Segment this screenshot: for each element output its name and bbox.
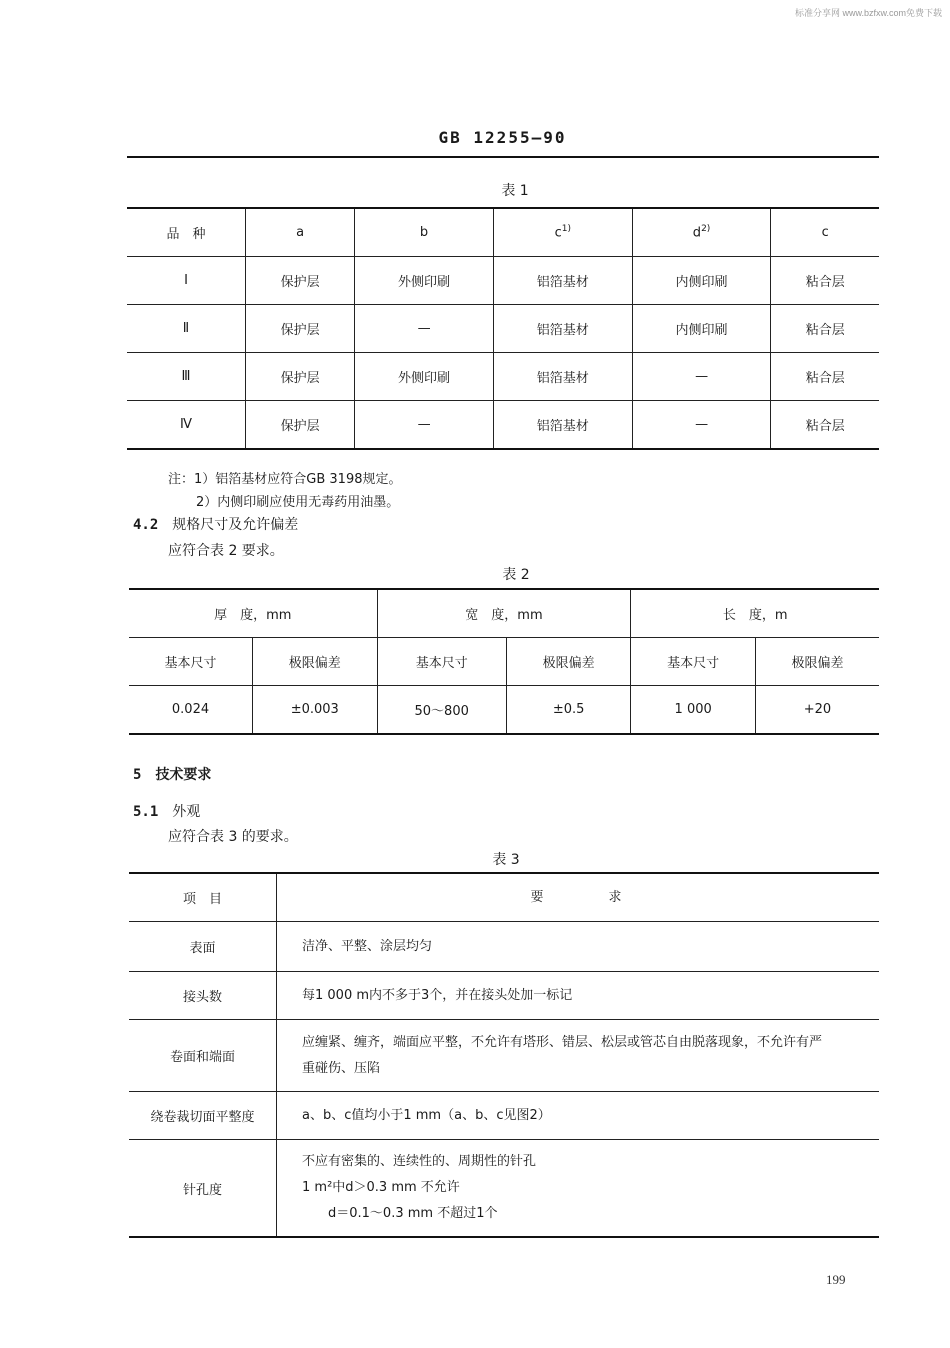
table-cell: 50～800 bbox=[377, 686, 506, 735]
table-cell: — bbox=[355, 305, 494, 353]
subheader-cell: 极限偏差 bbox=[253, 638, 378, 686]
header-c bbox=[493, 208, 632, 257]
table-subheader-row bbox=[129, 638, 879, 686]
footnote-mark-1: 1) bbox=[561, 224, 572, 235]
table-row bbox=[129, 972, 879, 1020]
requirement-line: 应缠紧、缠齐，端面应平整，不允许有塔形、错层、松层或管芯自由脱落现象，不允许有严 bbox=[302, 1034, 823, 1050]
table-cell: 外侧印刷 bbox=[355, 353, 494, 401]
table-cell: ±0.5 bbox=[506, 686, 631, 735]
table-row bbox=[127, 401, 879, 450]
table-cell: 1 000 bbox=[631, 686, 756, 735]
header-item: 项 目 bbox=[129, 873, 277, 922]
header-c-label: c bbox=[554, 225, 562, 241]
table-cell: Ⅰ bbox=[127, 257, 246, 305]
table-cell: 铝箔基材 bbox=[493, 401, 632, 450]
watermark: 标准分享网 www.bzfxw.com免费下载 bbox=[794, 8, 942, 18]
table1-caption: 表 1 bbox=[501, 183, 529, 199]
header-rule bbox=[127, 156, 879, 158]
table-row bbox=[127, 353, 879, 401]
row-label: 卷面和端面 bbox=[129, 1020, 277, 1092]
table-cell: 保护层 bbox=[246, 401, 355, 450]
header-thickness: 厚 度，mm bbox=[214, 608, 292, 623]
table-cell: +20 bbox=[755, 686, 879, 735]
table-cell: 粘合层 bbox=[771, 257, 879, 305]
table-cell: 外侧印刷 bbox=[355, 257, 494, 305]
table-1 bbox=[127, 207, 879, 450]
row-requirement bbox=[277, 1020, 880, 1092]
header-d bbox=[632, 208, 771, 257]
table-cell: 粘合层 bbox=[771, 401, 879, 450]
table-cell: 铝箔基材 bbox=[493, 305, 632, 353]
header-a: a bbox=[246, 208, 355, 257]
table-cell: — bbox=[632, 353, 771, 401]
table-cell: ±0.003 bbox=[253, 686, 378, 735]
table-row bbox=[129, 922, 879, 972]
subheader-cell: 基本尺寸 bbox=[631, 638, 756, 686]
section-title: 技术要求 bbox=[155, 767, 212, 783]
table-cell: Ⅳ bbox=[127, 401, 246, 450]
section-4-2-heading bbox=[133, 514, 298, 534]
section-number: 5.1 bbox=[133, 804, 159, 820]
table-cell: 粘合层 bbox=[771, 353, 879, 401]
row-requirement bbox=[277, 1092, 880, 1140]
table-cell: Ⅲ bbox=[127, 353, 246, 401]
table-row bbox=[129, 1092, 879, 1140]
row-requirement bbox=[277, 1140, 880, 1238]
header-variety: 品 种 bbox=[166, 227, 206, 242]
table-cell: 粘合层 bbox=[771, 305, 879, 353]
table3-caption: 表 3 bbox=[492, 852, 520, 868]
requirement-line: 1 m²中d＞0.3 mm 不允许 bbox=[302, 1180, 460, 1195]
row-label: 针孔度 bbox=[129, 1140, 277, 1238]
section-5-1-heading bbox=[133, 801, 200, 821]
section-4-2-text: 应符合表 2 要求。 bbox=[168, 543, 284, 559]
header-e: c bbox=[771, 208, 879, 257]
row-label: 绕卷裁切面平整度 bbox=[129, 1092, 277, 1140]
subheader-cell: 极限偏差 bbox=[506, 638, 631, 686]
table-row bbox=[129, 686, 879, 735]
subheader-cell: 极限偏差 bbox=[755, 638, 879, 686]
row-requirement bbox=[277, 922, 880, 972]
table-cell: — bbox=[632, 401, 771, 450]
row-label: 接头数 bbox=[129, 972, 277, 1020]
row-label: 表面 bbox=[129, 922, 277, 972]
requirement-line: a、b、c值均小于1 mm（a、b、c见图2） bbox=[302, 1107, 551, 1123]
section-title: 规格尺寸及允许偏差 bbox=[172, 517, 299, 533]
table-cell: 保护层 bbox=[246, 353, 355, 401]
subheader-cell: 基本尺寸 bbox=[377, 638, 506, 686]
header-d-label: d bbox=[692, 225, 702, 241]
table-row bbox=[127, 257, 879, 305]
table-cell: 保护层 bbox=[246, 257, 355, 305]
table-2 bbox=[129, 588, 879, 735]
section-5-1-text: 应符合表 3 的要求。 bbox=[168, 829, 298, 845]
table-header-row bbox=[129, 873, 879, 922]
header-length: 长 度，m bbox=[631, 589, 879, 638]
table-3 bbox=[129, 872, 879, 1238]
header-requirement: 要 求 bbox=[530, 889, 622, 905]
table-cell: 铝箔基材 bbox=[493, 353, 632, 401]
table-cell: 保护层 bbox=[246, 305, 355, 353]
section-title: 外观 bbox=[172, 804, 201, 820]
table-row bbox=[129, 1140, 879, 1238]
section-number: 5 bbox=[133, 767, 142, 783]
row-requirement bbox=[277, 972, 880, 1020]
table-row bbox=[129, 1020, 879, 1092]
requirement-line: 重碰伤、压陷 bbox=[302, 1060, 381, 1076]
requirement-line: 每1 000 m内不多于3个，并在接头处加一标记 bbox=[302, 987, 573, 1003]
table-header-row bbox=[127, 208, 879, 257]
table-row bbox=[127, 305, 879, 353]
page-number: 199 bbox=[826, 1272, 846, 1287]
requirement-line: d＝0.1～0.3 mm 不超过1个 bbox=[302, 1206, 498, 1221]
subheader-cell: 基本尺寸 bbox=[129, 638, 253, 686]
table-cell: 铝箔基材 bbox=[493, 257, 632, 305]
table-cell: Ⅱ bbox=[127, 305, 246, 353]
table2-caption: 表 2 bbox=[502, 567, 530, 583]
table-cell: — bbox=[355, 401, 494, 450]
header-b: b bbox=[355, 208, 494, 257]
section-number: 4.2 bbox=[133, 517, 159, 533]
standard-number: GB 12255—90 bbox=[438, 128, 567, 147]
table-header-row bbox=[129, 589, 879, 638]
footnote-mark-2: 2) bbox=[701, 224, 711, 235]
table-cell: 0.024 bbox=[129, 686, 253, 735]
header-width: 宽 度，mm bbox=[377, 589, 631, 638]
requirement-line: 洁净、平整、涂层均匀 bbox=[302, 938, 433, 954]
table-cell: 内侧印刷 bbox=[632, 257, 771, 305]
requirement-line: 不应有密集的、连续性的、周期性的针孔 bbox=[302, 1154, 537, 1169]
note-1: 注：1）铝箔基材应符合GB 3198规定。 bbox=[168, 472, 402, 487]
note-2: 2）内侧印刷应使用无毒药用油墨。 bbox=[196, 495, 400, 510]
section-5-heading bbox=[133, 764, 211, 784]
table-cell: 内侧印刷 bbox=[632, 305, 771, 353]
